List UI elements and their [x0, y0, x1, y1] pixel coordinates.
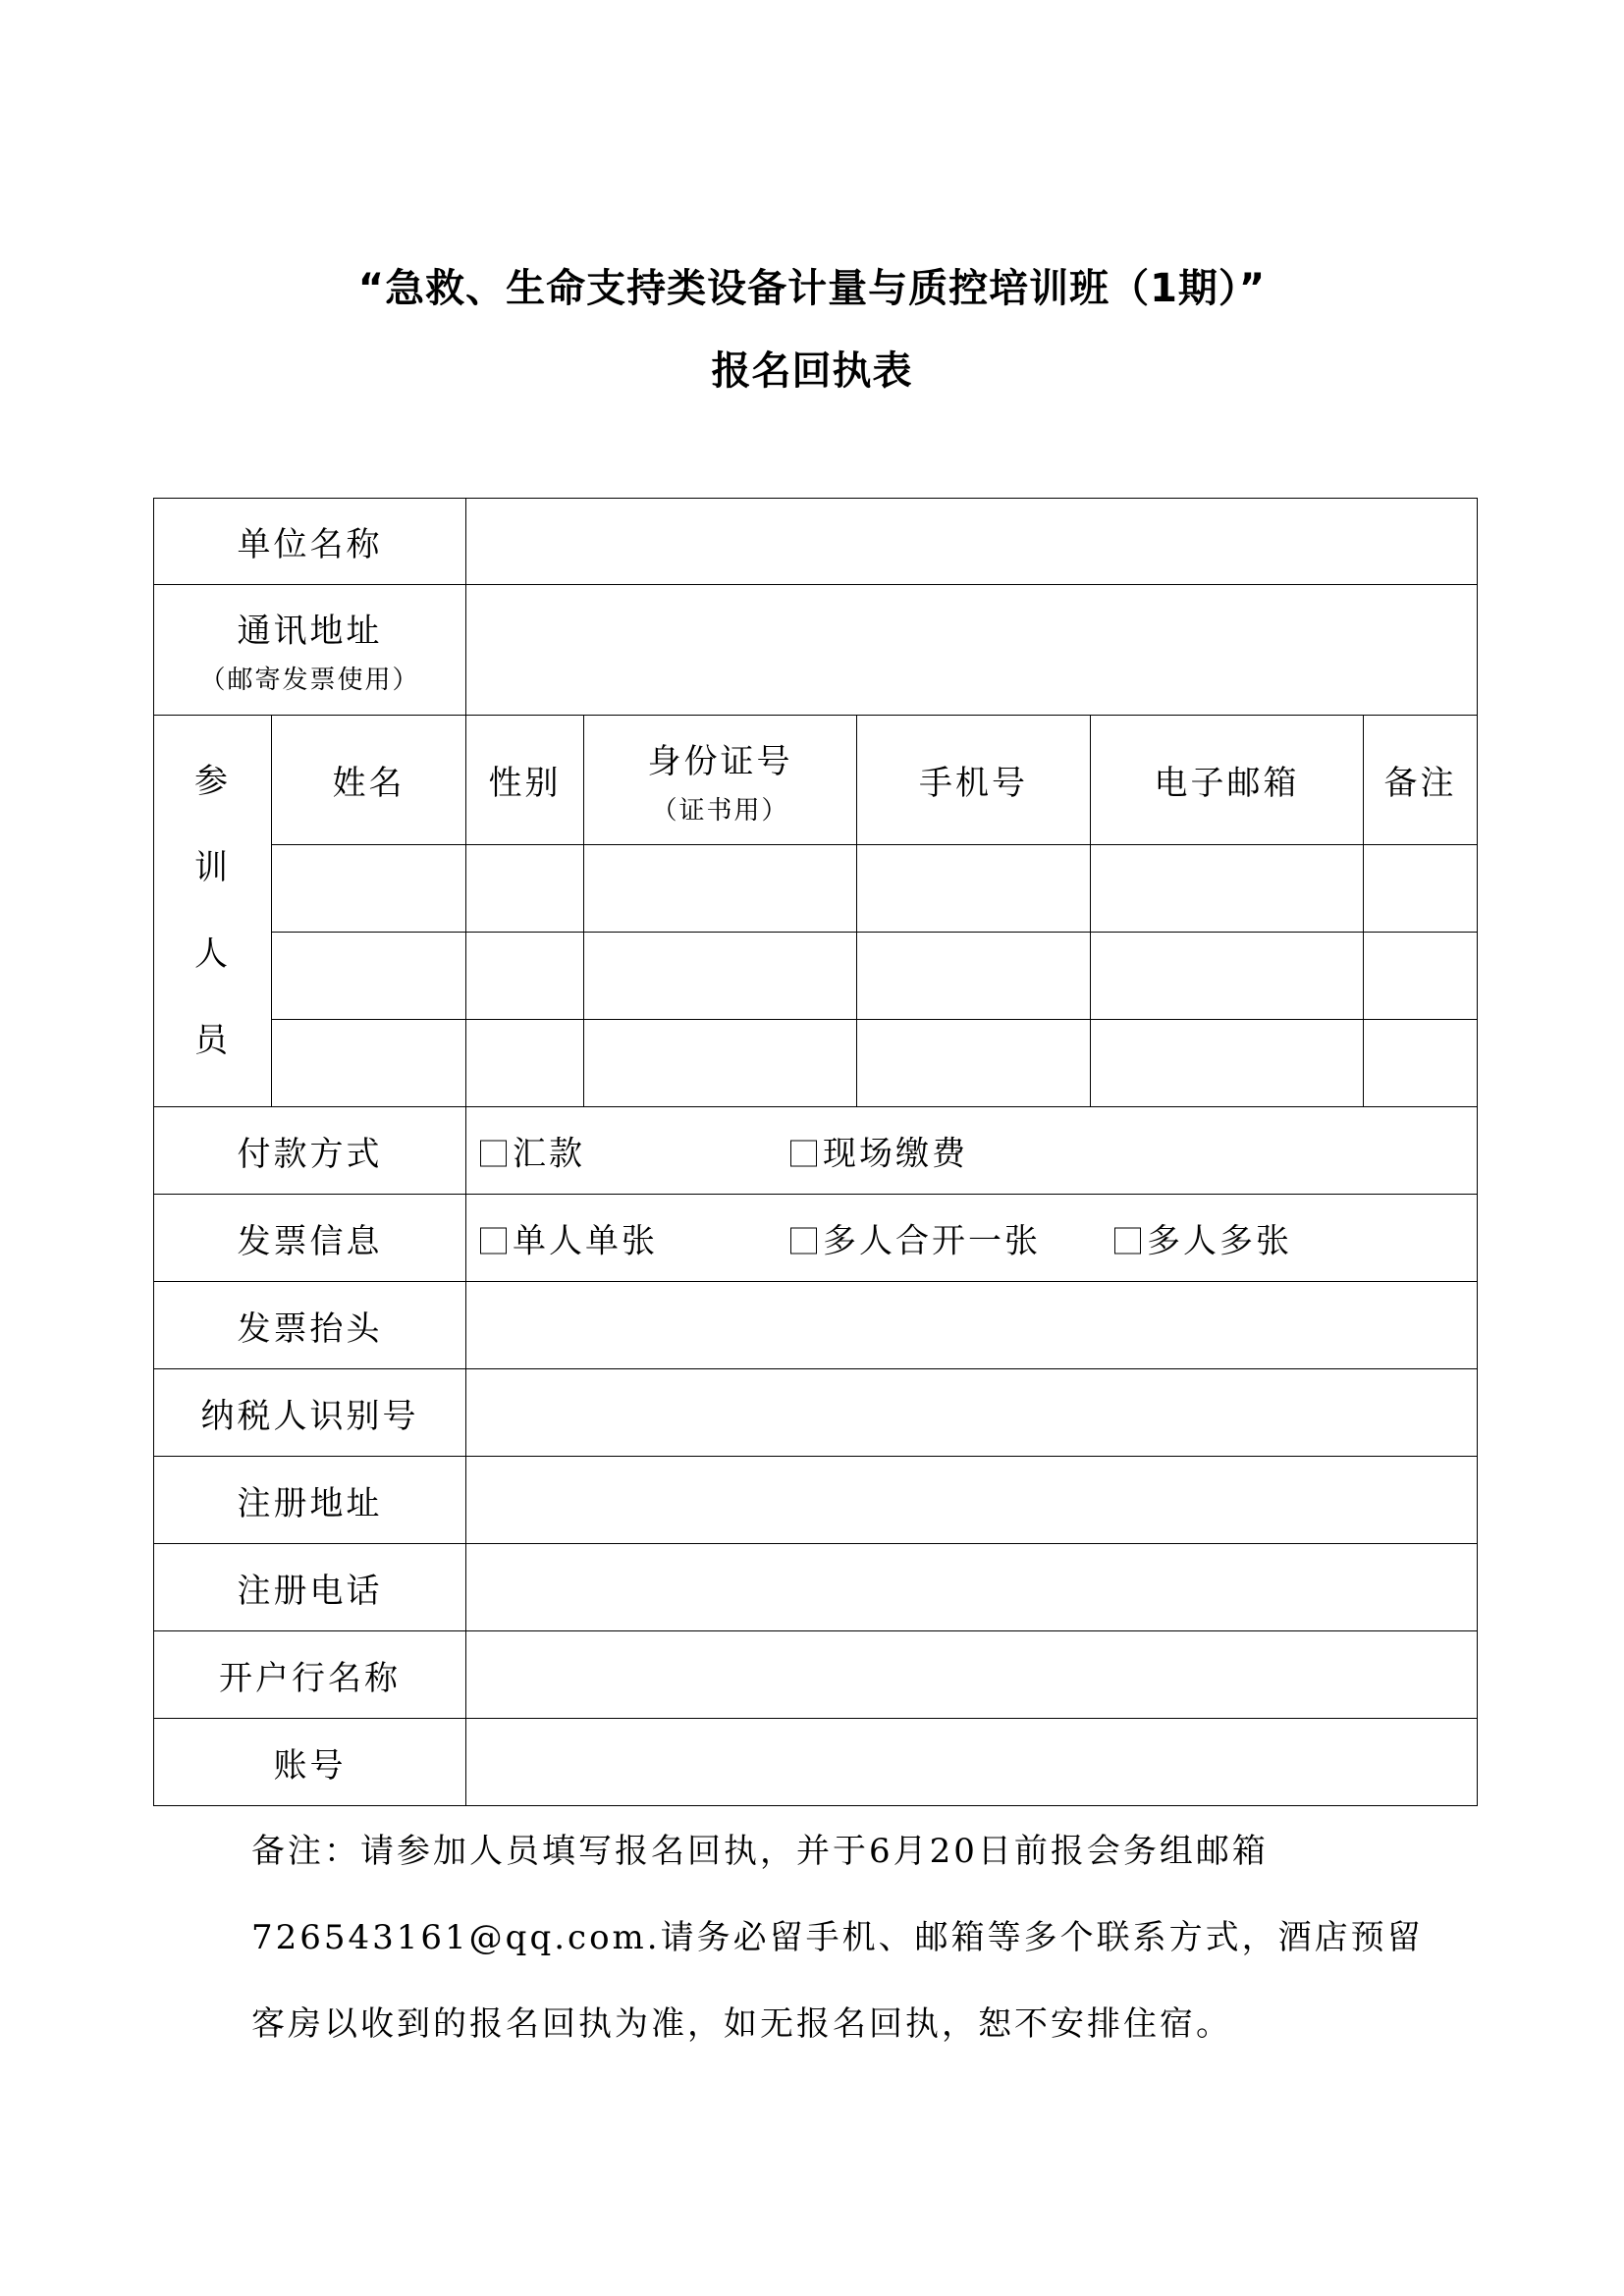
checkbox-icon[interactable] [1114, 1228, 1141, 1255]
participant-id-field[interactable] [584, 933, 857, 1020]
unit-name-label: 单位名称 [154, 499, 466, 585]
payment-label: 付款方式 [154, 1107, 466, 1195]
invoice-option-multiple[interactable] [1114, 1214, 1292, 1262]
unit-name-field[interactable] [466, 499, 1478, 585]
participant-name-field[interactable] [272, 1020, 466, 1107]
document-title: “急救、生命支持类设备计量与质控培训班（1期）” [357, 266, 1267, 311]
participant-name-field[interactable] [272, 933, 466, 1020]
participant-gender-field[interactable] [466, 933, 584, 1020]
reg-phone-label: 注册电话 [154, 1544, 466, 1631]
participants-char: 员 [194, 1021, 231, 1060]
invoice-option-single[interactable] [480, 1214, 658, 1262]
invoice-option-label: 单人单张 [513, 1221, 658, 1261]
address-label-text: 通讯地址 [237, 612, 383, 651]
address-field[interactable] [466, 585, 1478, 716]
id-number-label: 身份证号 [647, 741, 793, 781]
participant-id-field[interactable] [584, 845, 857, 933]
participant-email-field[interactable] [1091, 933, 1364, 1020]
address-label-note: （邮寄发票使用） [199, 666, 420, 695]
account-label: 账号 [154, 1719, 466, 1806]
column-header-email: 电子邮箱 [1091, 716, 1364, 845]
checkbox-icon[interactable] [480, 1228, 507, 1255]
invoice-title-field[interactable] [466, 1282, 1478, 1369]
participant-gender-field[interactable] [466, 845, 584, 933]
participant-id-field[interactable] [584, 1020, 857, 1107]
registration-form-table [153, 498, 1478, 1806]
payment-option-label: 现场缴费 [823, 1134, 968, 1174]
participant-name-field[interactable] [272, 845, 466, 933]
bank-name-field[interactable] [466, 1631, 1478, 1719]
note-line: 备注：请参加人员填写报名回执，并于6月20日前报会务组邮箱 [251, 1832, 1269, 1871]
invoice-options [466, 1195, 1478, 1282]
invoice-option-label: 多人多张 [1147, 1221, 1292, 1261]
taxpayer-id-label: 纳税人识别号 [154, 1369, 466, 1457]
column-header-phone: 手机号 [857, 716, 1091, 845]
participants-char: 训 [194, 848, 231, 887]
participant-row [154, 1020, 1478, 1107]
reg-phone-field[interactable] [466, 1544, 1478, 1631]
taxpayer-id-field[interactable] [466, 1369, 1478, 1457]
column-header-name: 姓名 [272, 716, 466, 845]
invoice-option-combined[interactable] [790, 1214, 1041, 1262]
participant-gender-field[interactable] [466, 1020, 584, 1107]
column-header-gender: 性别 [466, 716, 584, 845]
participants-char: 参 [194, 762, 231, 801]
bank-name-label: 开户行名称 [154, 1631, 466, 1719]
id-number-note: （证书用） [651, 795, 789, 826]
participant-phone-field[interactable] [857, 1020, 1091, 1107]
participant-remark-field[interactable] [1364, 1020, 1478, 1107]
participant-remark-field[interactable] [1364, 933, 1478, 1020]
participant-remark-field[interactable] [1364, 845, 1478, 933]
participant-email-field[interactable] [1091, 1020, 1364, 1107]
participants-char: 人 [194, 934, 231, 974]
checkbox-icon[interactable] [790, 1228, 817, 1255]
address-label [154, 585, 466, 716]
participant-row [154, 933, 1478, 1020]
column-header-id-number [584, 716, 857, 845]
participant-email-field[interactable] [1091, 845, 1364, 933]
checkbox-icon[interactable] [790, 1141, 817, 1167]
document-subtitle: 报名回执表 [711, 348, 913, 394]
invoice-title-label: 发票抬头 [154, 1282, 466, 1369]
payment-options [466, 1107, 1478, 1195]
column-header-remark: 备注 [1364, 716, 1478, 845]
reg-address-label: 注册地址 [154, 1457, 466, 1544]
participants-label [154, 716, 272, 1107]
participant-phone-field[interactable] [857, 933, 1091, 1020]
invoice-info-label: 发票信息 [154, 1195, 466, 1282]
payment-option-onsite[interactable] [790, 1127, 968, 1175]
note-line: 客房以收到的报名回执为准，如无报名回执，恕不安排住宿。 [251, 2004, 1232, 2044]
payment-option-transfer[interactable] [480, 1127, 585, 1175]
participant-row [154, 845, 1478, 933]
payment-option-label: 汇款 [513, 1134, 585, 1174]
invoice-option-label: 多人合开一张 [823, 1221, 1041, 1261]
note-line: 726543161@qq.com.请务必留手机、邮箱等多个联系方式，酒店预留 [251, 1918, 1424, 1957]
participant-phone-field[interactable] [857, 845, 1091, 933]
reg-address-field[interactable] [466, 1457, 1478, 1544]
checkbox-icon[interactable] [480, 1141, 507, 1167]
account-field[interactable] [466, 1719, 1478, 1806]
